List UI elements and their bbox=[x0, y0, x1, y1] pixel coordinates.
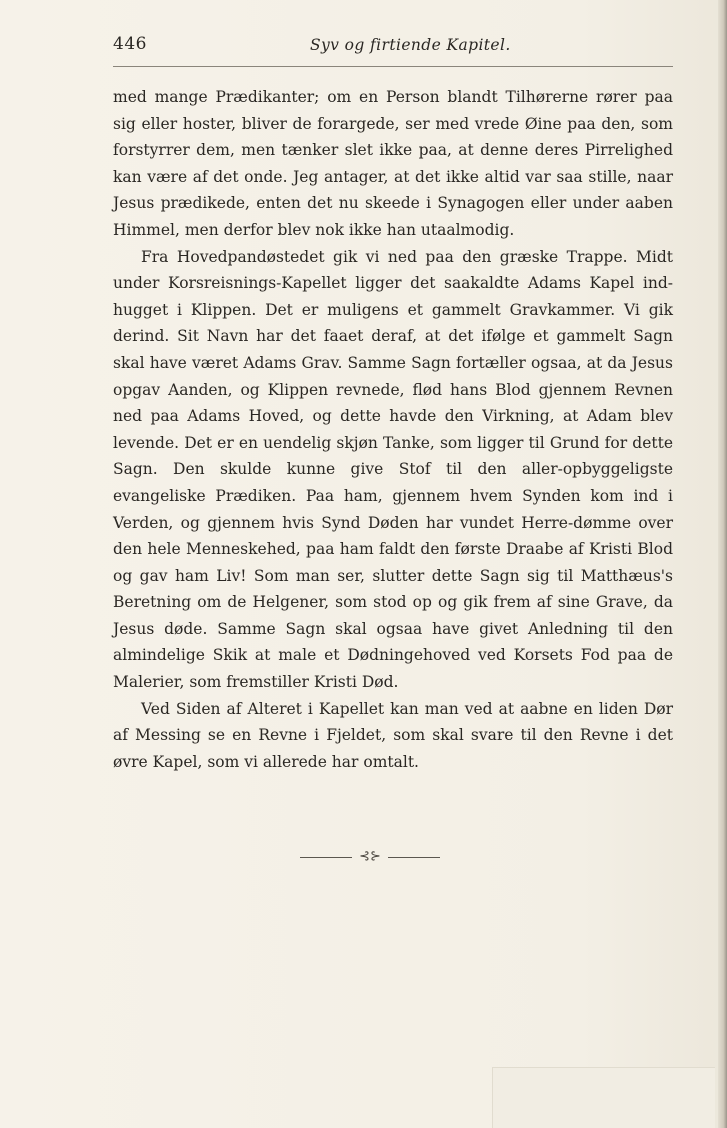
ornament-line-left bbox=[300, 857, 352, 858]
section-ornament bbox=[300, 848, 440, 868]
page-header bbox=[113, 28, 673, 64]
paragraph-brass-door: Ved Siden af Alteret i Kapellet kan man ved at aabne en liden Dør af Messing se en Revne i Fjeldet, som skal svare til den Revne i det øvre Kapel, som vi allerede har omtalt. bbox=[113, 699, 673, 771]
running-title: Syv og firtiende Kapitel. bbox=[310, 36, 511, 54]
binding-edge bbox=[718, 0, 727, 1128]
ornament-flourish-icon: ⊰⊱ bbox=[359, 849, 381, 864]
ornament-line-right bbox=[388, 857, 440, 858]
chapter-text bbox=[113, 84, 673, 775]
paragraph-continued: med mange Prædikanter; om en Person blandt Tilhørerne rører paa sig eller hoster, bliver de forargede, ser med vrede Øine paa den, som forstyrrer dem, men tænker slet ikke paa, at denne deres Pirrelighed kan være af det onde. Jeg antager, at det ikke altid var saa stille, naar Jesus prædikede, enten det nu skeede i Synagogen eller under aaben Himmel, men derfor blev nok ikke han utaalmodig. bbox=[113, 88, 673, 239]
page-number: 446 bbox=[113, 34, 147, 54]
paragraph-adams-chapel: Fra Hovedpandøstedet gik vi ned paa den græske Trappe. Midt under Korsreisnings-Kapellet ligger det saakaldte Adams Kapel ind-hugget i Klippen. Det er muligens et gammelt Gravkammer. Vi gik derind. Sit Navn har det faaet deraf, at det ifølge et gammelt Sagn skal have været Adams Grav. Samme Sagn fortæller ogsaa, at da Jesus opgav Aanden, og Klippen revnede, flød hans Blod gjennem Revnen ned paa Adams Hoved, og dette havde den Virkning, at Adam blev levende. Det er en uendelig skjøn Tanke, som ligger til Grund for dette Sagn. Den skulde kunne give Stof til den aller-opbyggeligste evangeliske Prædiken. Paa ham, gjennem hvem Synden kom ind i Verden, og gjennem hvis Synd Døden har vundet Herre-dømme over den hele Menneskehed, paa ham faldt den første Draabe af Kristi Blod og gav ham Liv! Som man ser, slutter dette Sagn sig til Matthæus's Beretning om de Helgener, som stod op og gik frem af sine Grave, da Jesus døde. Samme Sagn skal ogsaa have givet Anledning til den almindelige Skik at male et Dødningehoved ved Korsets Fod paa de Malerier, som fremstiller Kristi Død. bbox=[113, 247, 673, 692]
page-corner-shadow bbox=[492, 1067, 715, 1128]
header-rule bbox=[113, 66, 673, 67]
